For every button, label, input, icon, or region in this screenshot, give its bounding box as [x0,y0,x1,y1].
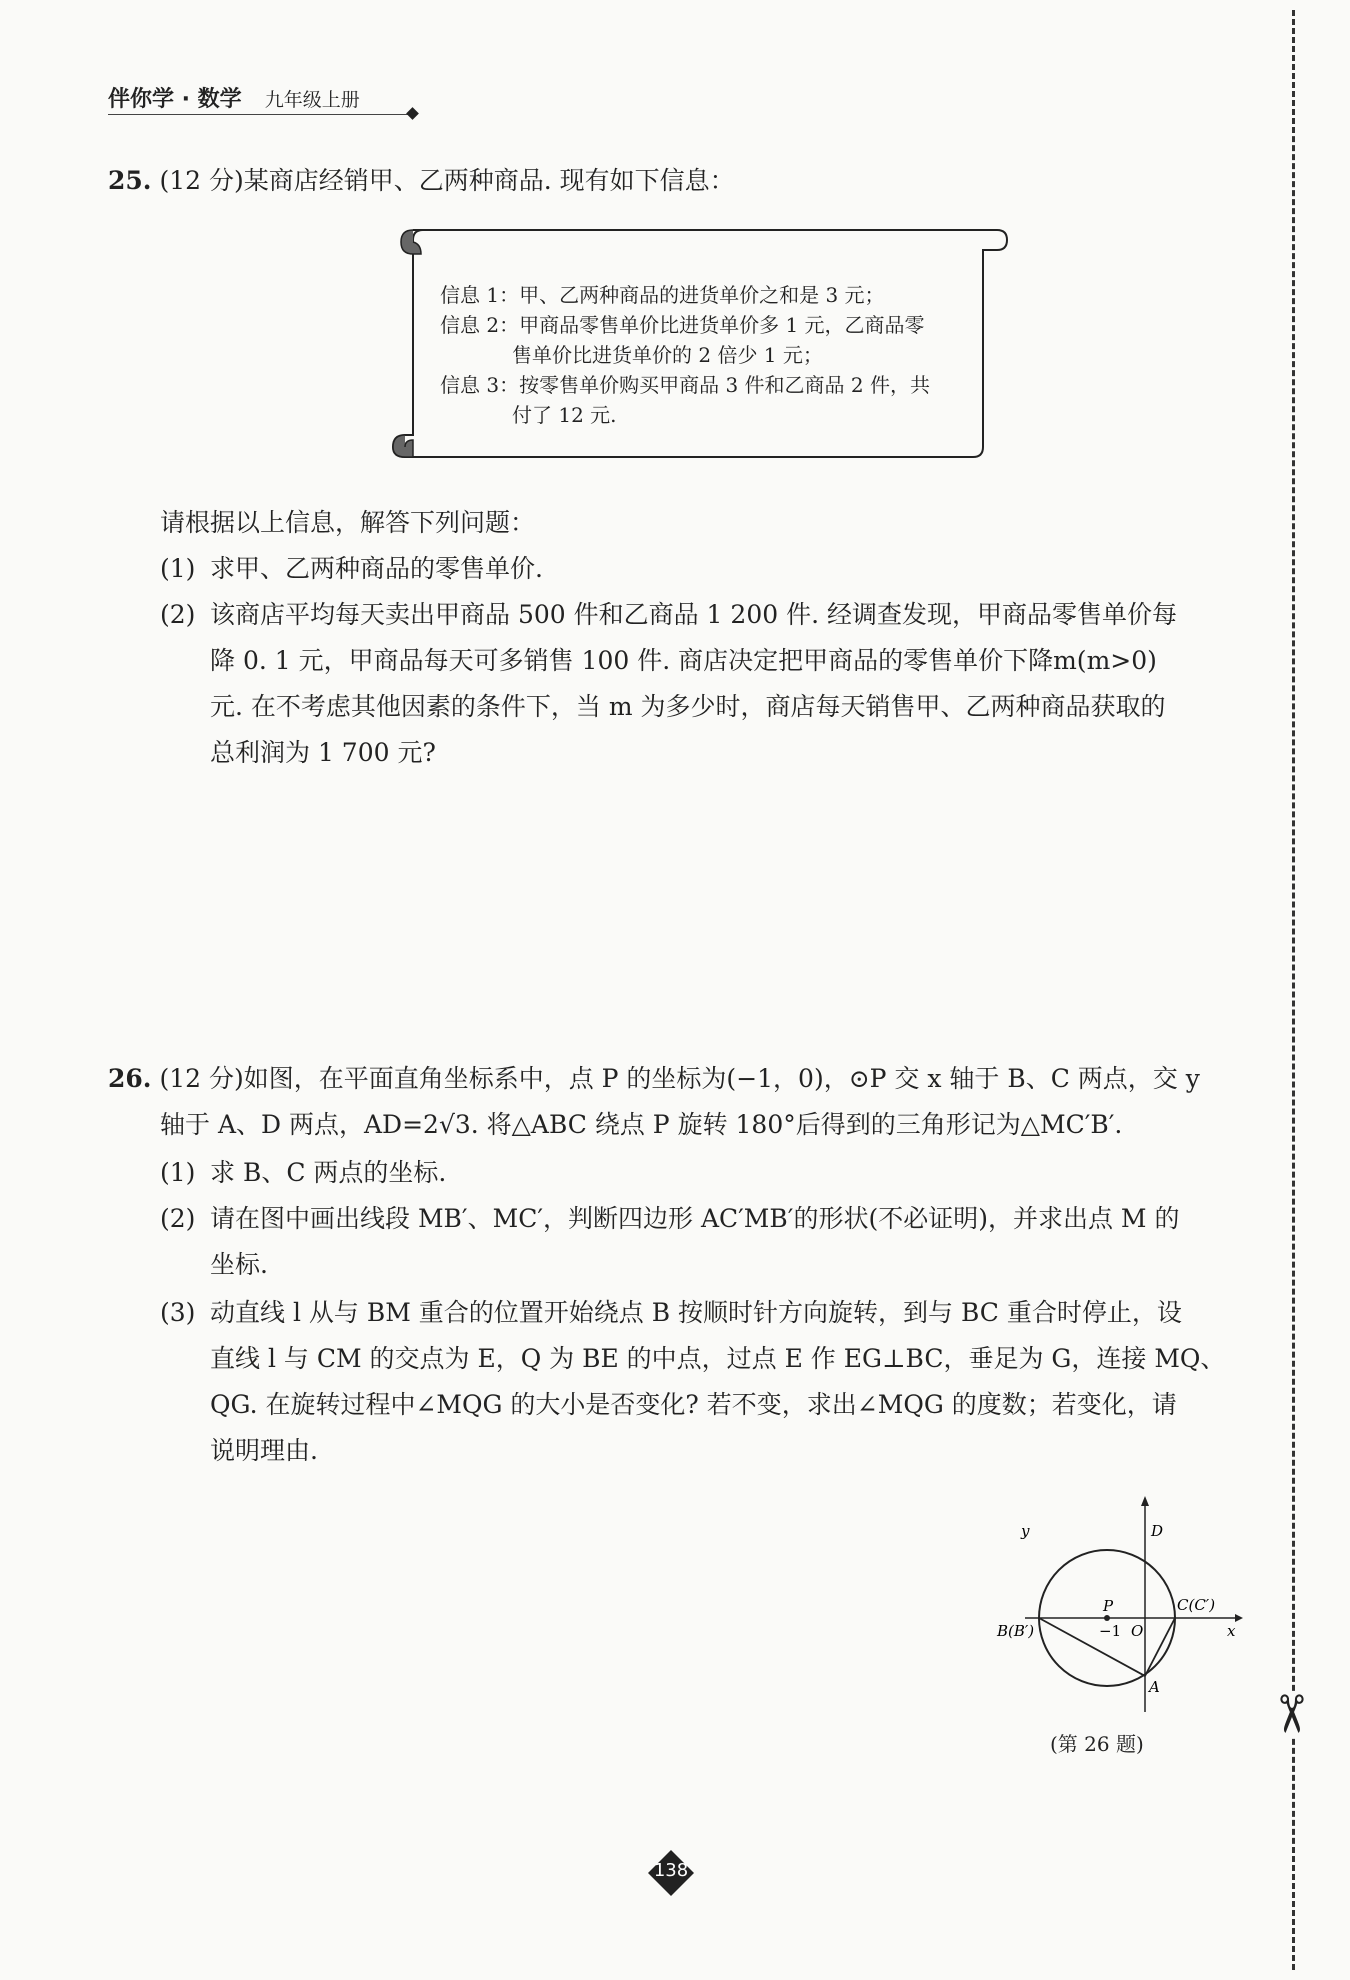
header-diamond-icon [406,107,419,120]
info-text [440,280,960,430]
q26-part2 [210,1196,1240,1288]
q26-part1-label: (1) [160,1158,196,1187]
question-text: (12 分)某商店经销甲、乙两种商品. 现有如下信息： [159,166,735,195]
info-line: 信息 1：甲、乙两种商品的进货单价之和是 3 元； [440,283,885,307]
label-p: P [1103,1597,1114,1615]
label-d: D [1151,1522,1164,1540]
q25-part1-label: (1) [160,554,196,583]
text-line: QG. 在旋转过程中∠MQG 的大小是否变化? 若不变，求出∠MQG 的度数；若变化，请 [210,1390,1177,1419]
scissors-icon: ✂ [1259,1692,1320,1736]
text-line: 该商店平均每天卖出甲商品 500 件和乙商品 1 200 件. 经调查发现，甲商品零售单价每 [210,600,1177,629]
cut-line [1292,10,1295,1970]
question-26-stem [108,1056,1238,1148]
page-header [108,82,418,113]
series-title: 伴你学 · 数学 [108,87,242,112]
label-x: x [1227,1622,1236,1640]
label-b: B(B′) [997,1622,1035,1640]
q26-part2-label: (2) [160,1204,196,1233]
label-c: C(C′) [1177,1596,1216,1614]
question-number: 25. [108,166,152,195]
text-line: 坐标. [210,1250,268,1279]
info-line: 信息 3：按零售单价购买甲商品 3 件和乙商品 2 件，共 [440,373,930,397]
question-text: (12 分)如图，在平面直角坐标系中，点 P 的坐标为(−1，0)，⊙P 交 x 轴于 B、C 两点，交 y [159,1064,1200,1093]
info-line: 付了 12 元. [512,403,617,427]
point-p [1104,1615,1110,1621]
label-y: y [1021,1522,1030,1540]
q25-part2 [210,592,1240,776]
text-line: 说明理由. [210,1436,318,1465]
figure-caption: (第 26 题) [1050,1732,1144,1756]
q26-part3-label: (3) [160,1298,196,1327]
label-o: O [1131,1622,1144,1640]
q25-prompt: 请根据以上信息，解答下列问题： [160,508,536,537]
q26-figure [995,1492,1245,1722]
text-line: 动直线 l 从与 BM 重合的位置开始绕点 B 按顺时针方向旋转，到与 BC 重合时停止，设 [210,1298,1182,1327]
question-number: 26. [108,1064,152,1093]
text-line: 请在图中画出线段 MB′、MC′，判断四边形 AC′MB′的形状(不必证明)，并求出点 M 的 [210,1204,1180,1233]
question-25-stem [108,158,735,204]
text-line: 直线 l 与 CM 的交点为 E，Q 为 BE 的中点，过点 E 作 EG⊥BC，垂足为 G，连接 MQ、 [210,1344,1226,1373]
q26-part3 [210,1290,1240,1474]
header-rule [108,114,410,115]
info-line: 信息 2：甲商品零售单价比进货单价多 1 元，乙商品零 [440,313,925,337]
question-text: 轴于 A、D 两点，AD=2√3. 将△ABC 绕点 P 旋转 180°后得到的三角形记为△MC′B′. [160,1110,1123,1139]
x-axis-arrow-icon [1235,1614,1243,1622]
page-number: 138 [653,1860,689,1881]
grade-label: 九年级上册 [264,89,360,111]
info-line: 售单价比进货单价的 2 倍少 1 元； [512,343,823,367]
label-neg1: −1 [1099,1622,1122,1640]
q26-part1: 求 B、C 两点的坐标. [210,1158,447,1187]
text-line: 降 0. 1 元，甲商品每天可多销售 100 件. 商店决定把甲商品的零售单价下降m(m>0) [210,646,1157,675]
y-axis-arrow-icon [1141,1496,1149,1506]
label-a: A [1149,1678,1160,1696]
q25-part2-label: (2) [160,600,196,629]
q25-part1: 求甲、乙两种商品的零售单价. [210,554,543,583]
text-line: 元. 在不考虑其他因素的条件下，当 m 为多少时，商店每天销售甲、乙两种商品获取的 [210,692,1166,721]
text-line: 总利润为 1 700 元? [210,738,436,767]
segment-ac [1145,1618,1175,1676]
segment-ab [1039,1618,1145,1676]
